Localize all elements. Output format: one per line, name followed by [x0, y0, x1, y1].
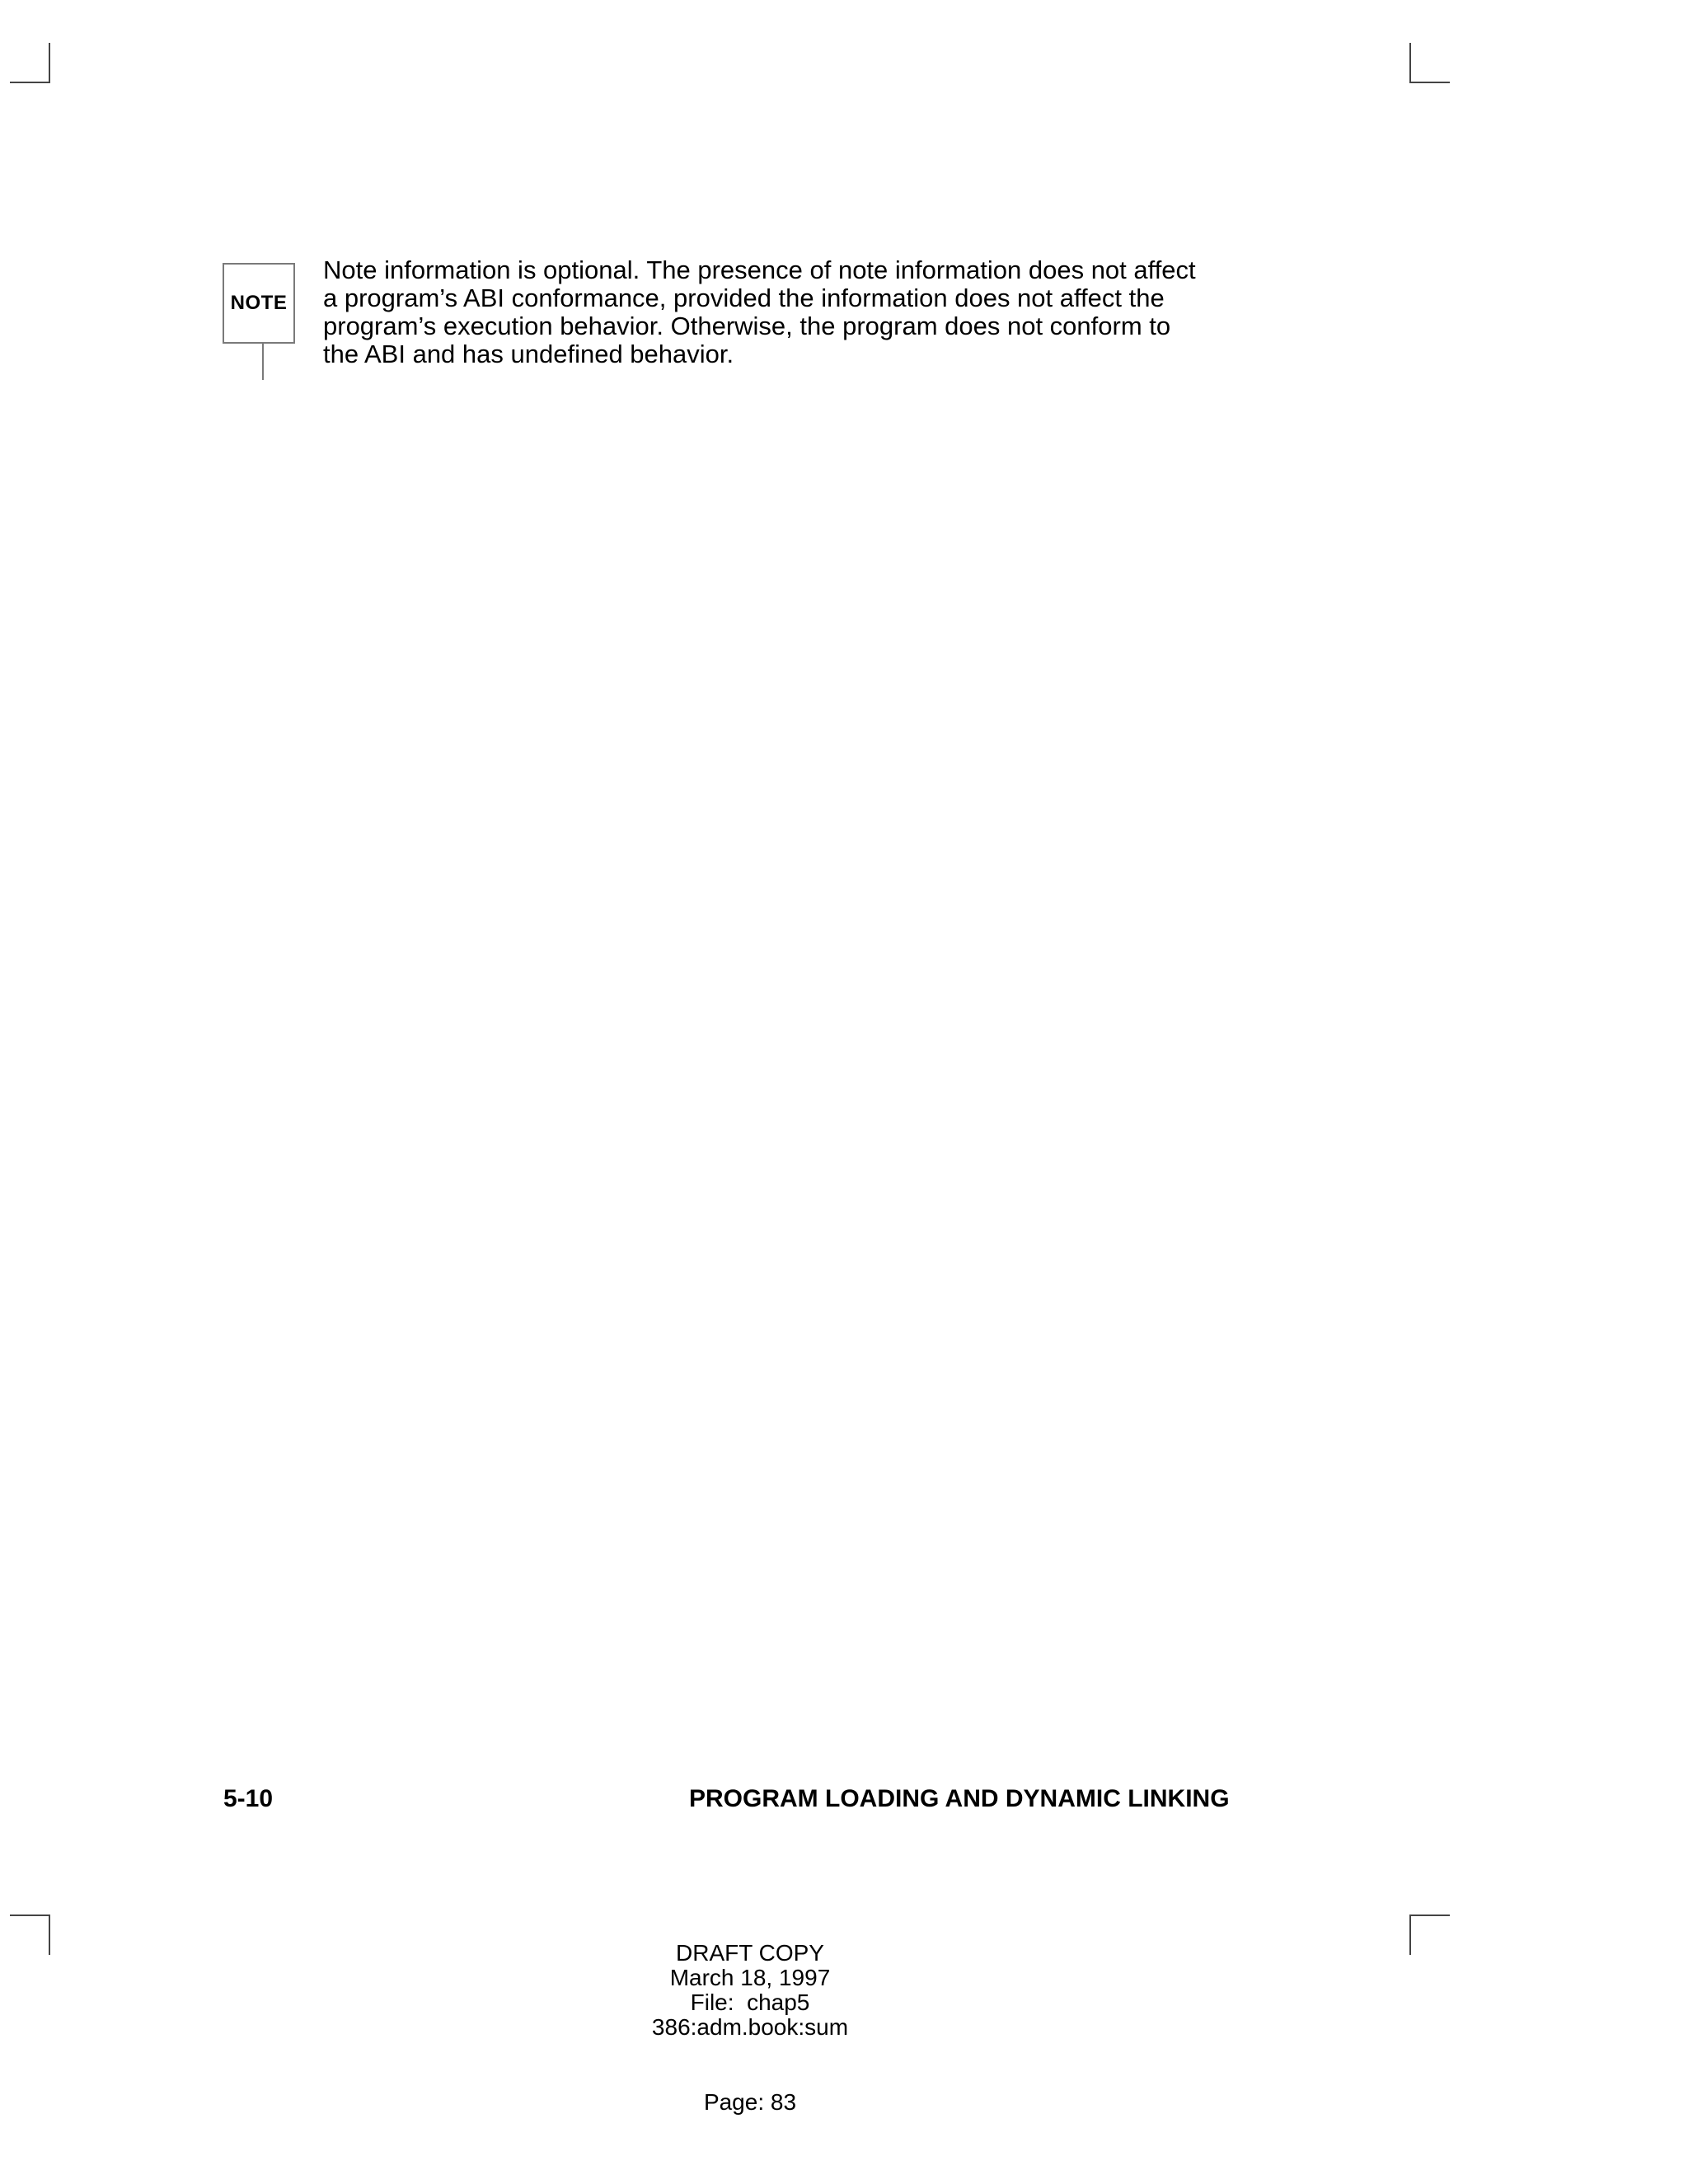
note-stem	[262, 344, 264, 380]
page-number: 5-10	[223, 1785, 274, 1812]
crop-mark-bottom-left-h	[10, 1915, 50, 1916]
note-line: a program’s ABI conformance, provided the information does not affect the	[323, 284, 1165, 312]
note-line: Note information is optional. The presence of note information does not affect	[323, 255, 1196, 284]
draft-line: DRAFT COPY	[676, 1940, 824, 1966]
crop-mark-bottom-right-h	[1409, 1915, 1450, 1916]
crop-mark-top-left-v	[49, 43, 50, 83]
crop-mark-bottom-left-v	[49, 1915, 50, 1955]
crop-mark-top-left-h	[10, 82, 50, 83]
note-line: program’s execution behavior. Otherwise, the program does not conform to	[323, 312, 1171, 340]
page-label: Page: 83	[703, 2089, 797, 2115]
draft-info	[585, 1941, 915, 2040]
note-paragraph	[323, 256, 1213, 368]
note-icon	[223, 263, 295, 344]
draft-line: 386:adm.book:sum	[651, 2014, 849, 2040]
note-line: the ABI and has undefined behavior.	[323, 340, 734, 368]
crop-mark-bottom-right-v	[1409, 1915, 1411, 1955]
chapter-title: PROGRAM LOADING AND DYNAMIC LINKING	[689, 1785, 1230, 1812]
draft-line: March 18, 1997	[669, 1965, 831, 1990]
note-label: NOTE	[230, 292, 288, 314]
draft-line: File: chap5	[690, 1990, 810, 2015]
crop-mark-top-right-v	[1409, 43, 1411, 83]
crop-mark-top-right-h	[1409, 82, 1450, 83]
